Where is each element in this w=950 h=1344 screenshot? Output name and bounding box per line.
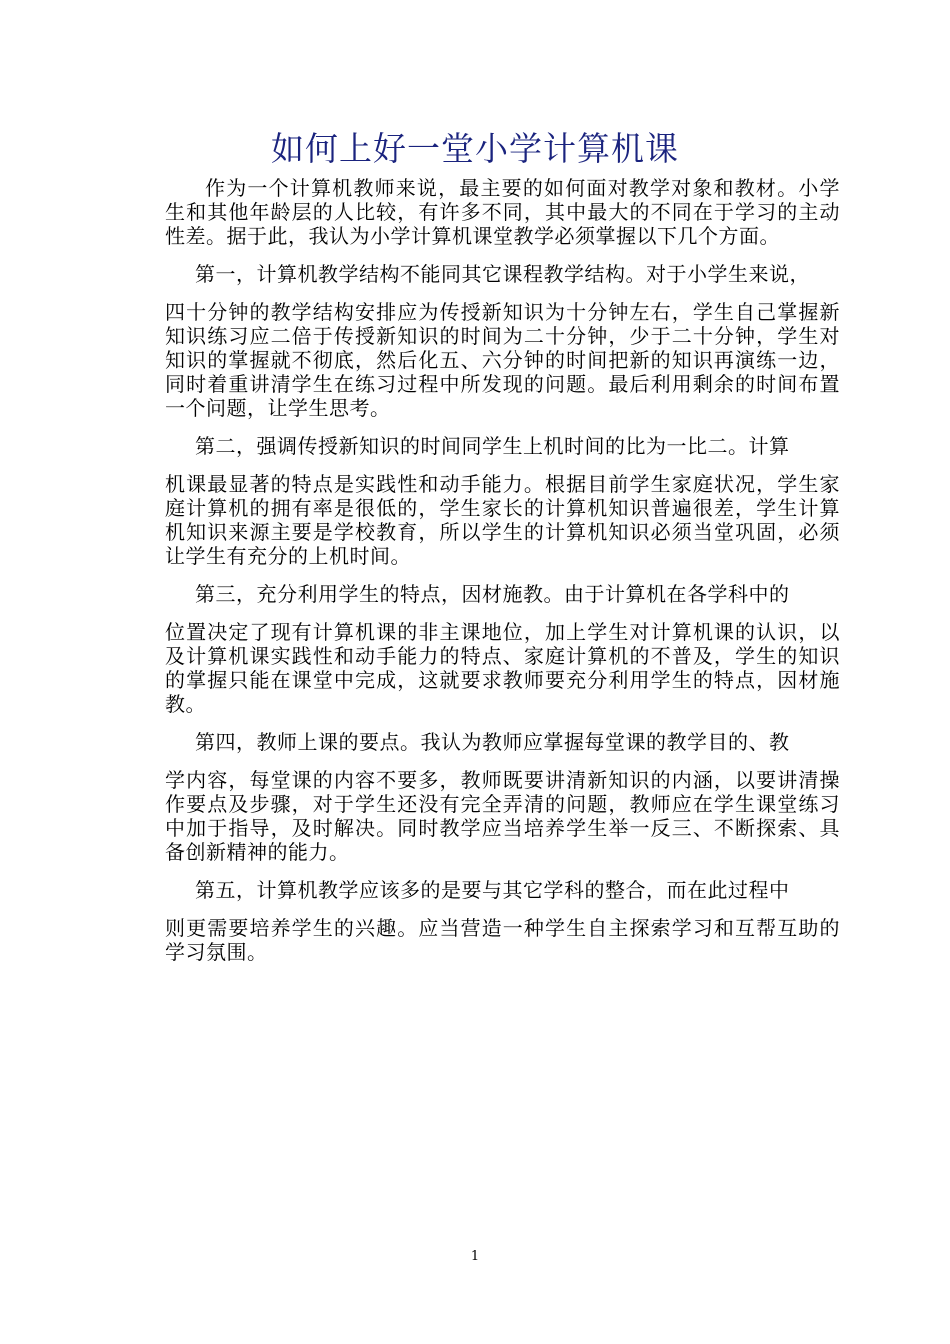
- document-body: [165, 176, 840, 978]
- section-2: [165, 434, 840, 568]
- document-title: 如何上好一堂小学计算机课: [271, 129, 679, 168]
- section-2-body: 机课最显著的特点是实践性和动手能力。根据目前学生家庭状况，学生家庭计算机的拥有率是很低的，学生家长的计算机知识普遍很差，学生计算机知识来源主要是学校教育，所以学生的计算机知识必须当堂巩固，必须让学生有充分的上机时间。: [165, 472, 840, 568]
- section-1-lead: 第一，计算机教学结构不能同其它课程教学结构。对于小学生来说，: [195, 262, 810, 286]
- section-5-body: 则更需要培养学生的兴趣。应当营造一种学生自主探索学习和互帮互助的学习氛围。: [165, 916, 840, 964]
- section-1: [165, 262, 840, 420]
- section-2-lead: 第二，强调传授新知识的时间同学生上机时间的比为一比二。计算: [195, 434, 790, 458]
- page-number: 1: [470, 1249, 480, 1264]
- section-3: [165, 582, 840, 716]
- section-3-lead: 第三，充分利用学生的特点，因材施教。由于计算机在各学科中的: [195, 582, 790, 606]
- section-4-body: 学内容，每堂课的内容不要多，教师既要讲清新知识的内涵，以要讲清操作要点及步骤，对于学生还没有完全弄清的问题，教师应在学生课堂练习中加于指导，及时解决。同时教学应当培养学生举一反三、不断探索、具备创新精神的能力。: [165, 768, 840, 864]
- section-5: [165, 878, 840, 964]
- section-4: [165, 730, 840, 864]
- intro-paragraph: 作为一个计算机教师来说，最主要的如何面对教学对象和教材。小学生和其他年龄层的人比较，有许多不同，其中最大的不同在于学习的主动性差。据于此，我认为小学计算机课堂教学必须掌握以下几个方面。: [165, 176, 840, 248]
- section-1-body: 四十分钟的教学结构安排应为传授新知识为十分钟左右，学生自己掌握新知识练习应二倍于传授新知识的时间为二十分钟，少于二十分钟，学生对知识的掌握就不彻底，然后化五、六分钟的时间把新的知识再演练一边，同时着重讲清学生在练习过程中所发现的问题。最后利用剩余的时间布置一个问题，让学生思考。: [165, 300, 840, 420]
- section-4-lead: 第四，教师上课的要点。我认为教师应掌握每堂课的教学目的、教: [195, 730, 790, 754]
- section-5-lead: 第五，计算机教学应该多的是要与其它学科的整合，而在此过程中: [195, 878, 790, 902]
- section-3-body: 位置决定了现有计算机课的非主课地位，加上学生对计算机课的认识，以及计算机课实践性和动手能力的特点、家庭计算机的不普及，学生的知识的掌握只能在课堂中完成，这就要求教师要充分利用学生的特点，因材施教。: [165, 620, 840, 716]
